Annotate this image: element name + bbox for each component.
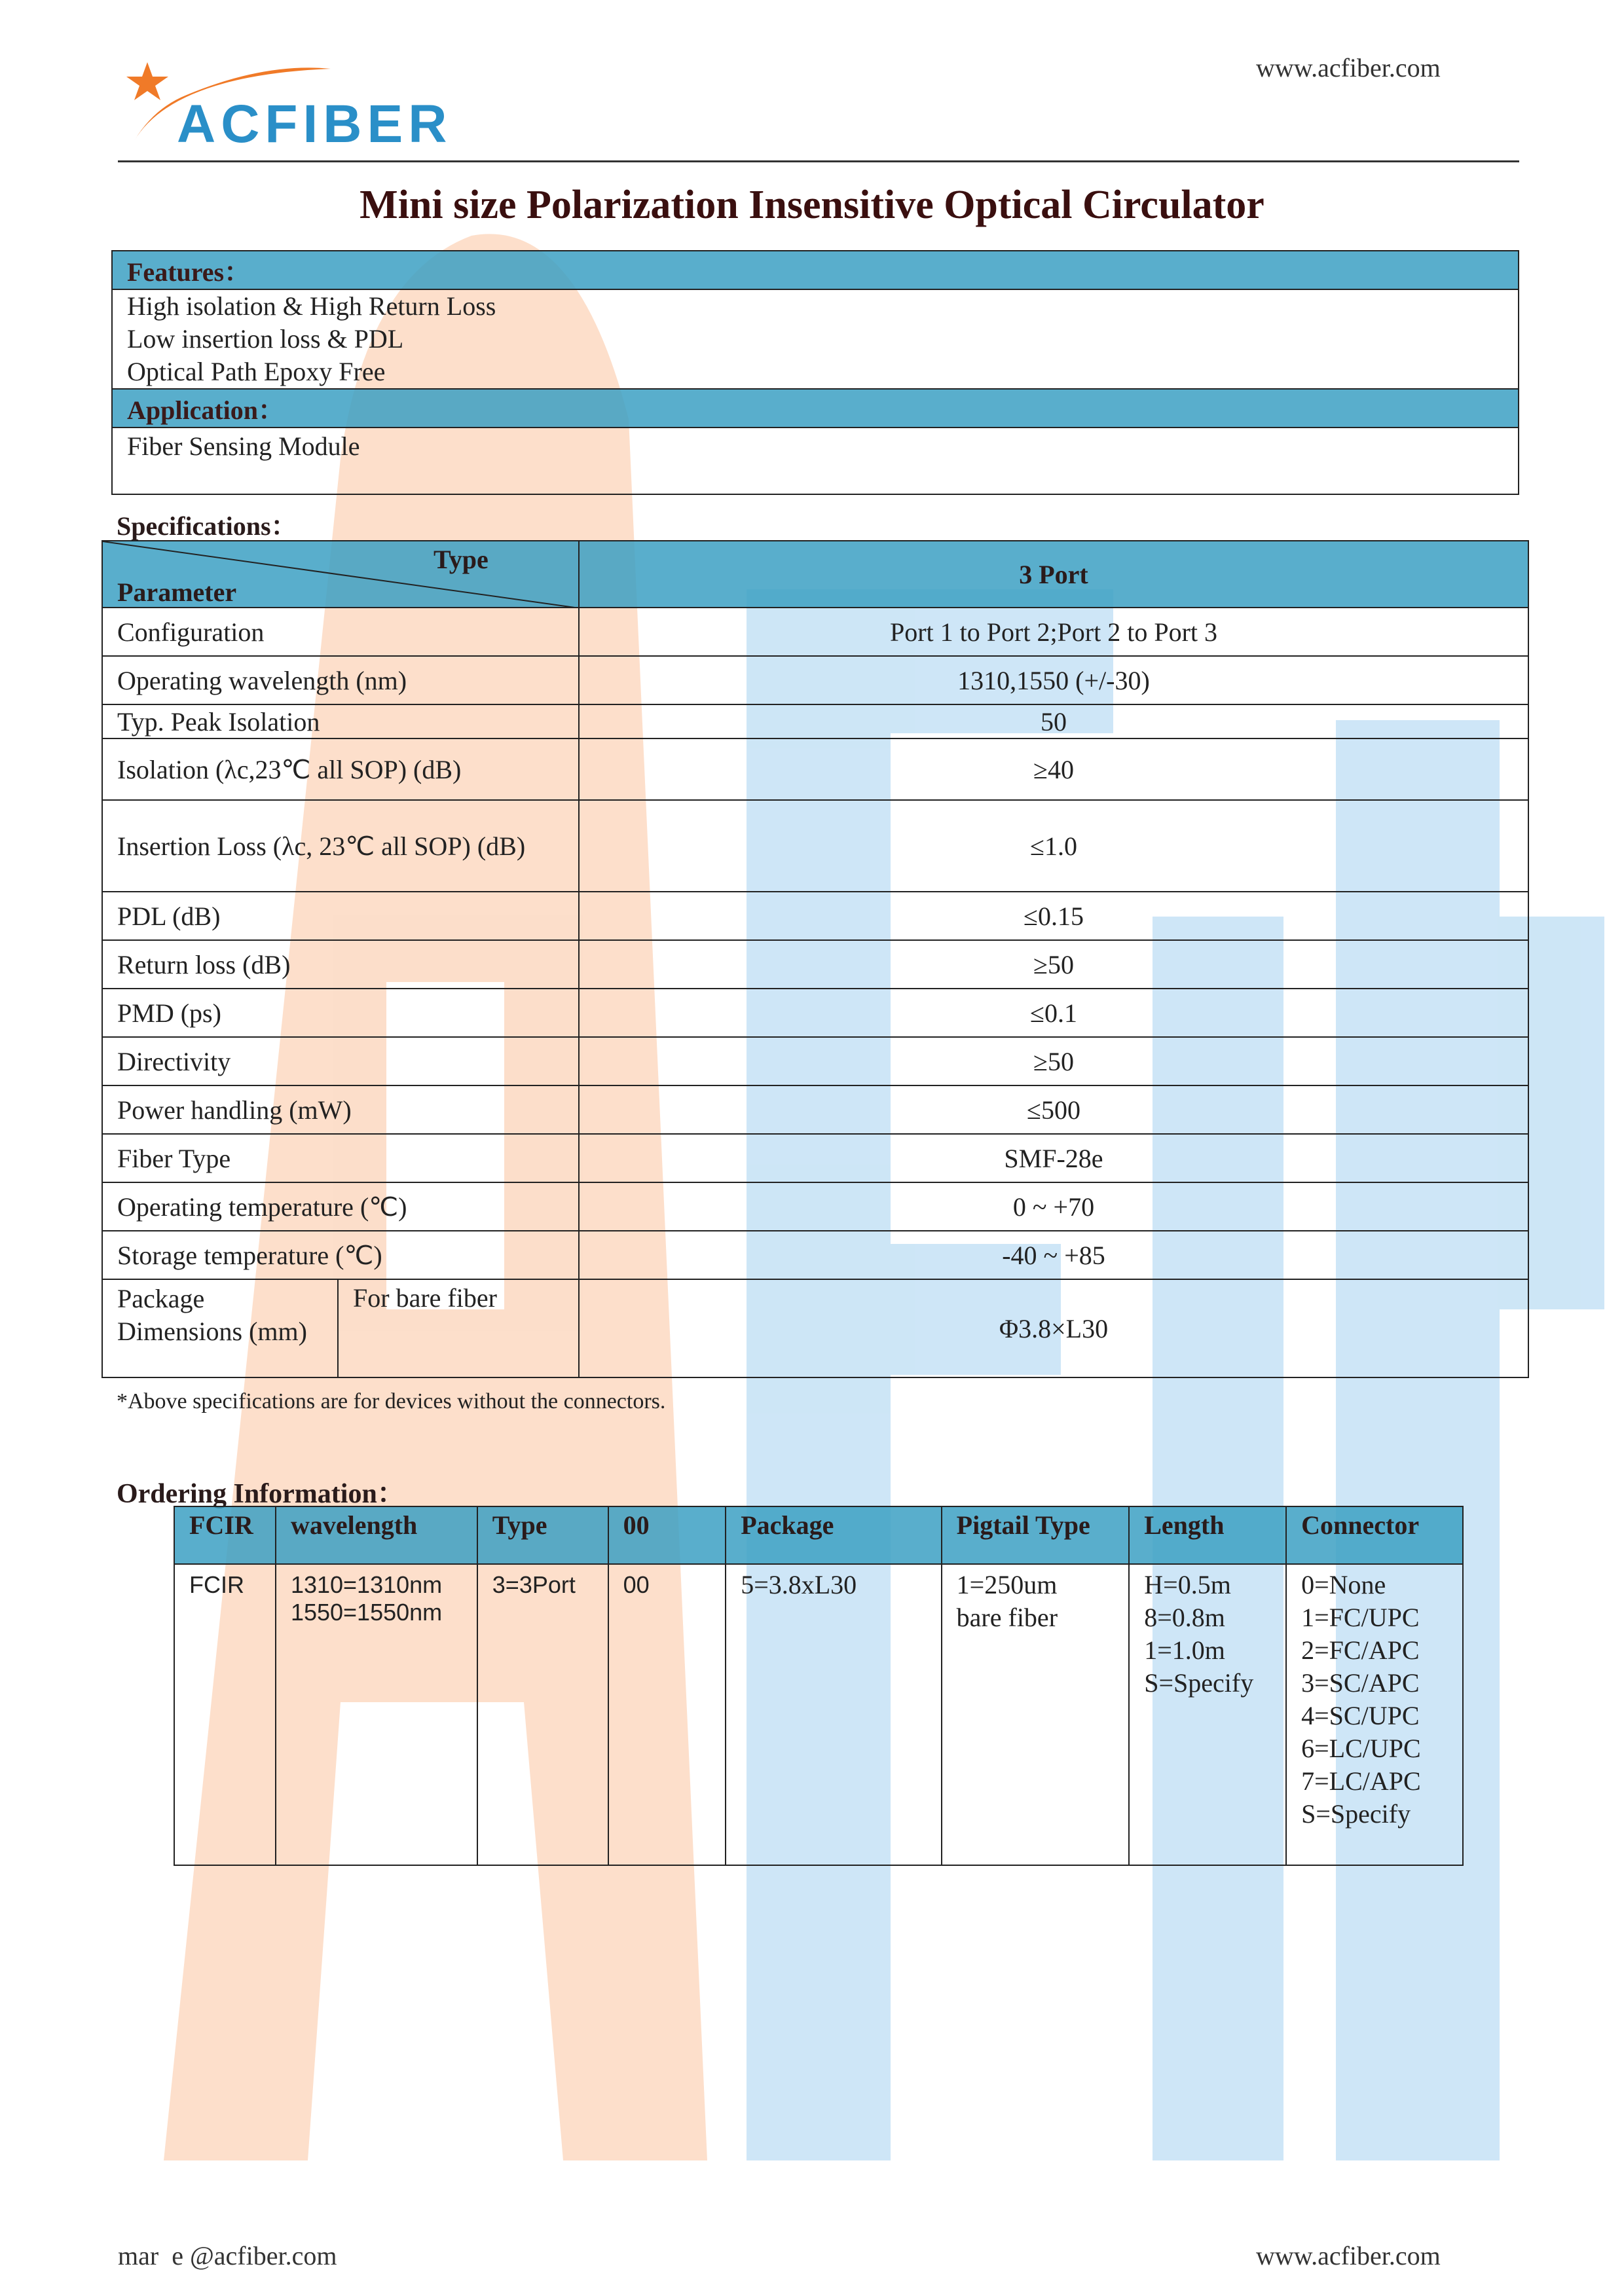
ordering-value: 3=3Port [492,1571,576,1598]
spec-value: ≤0.1 [579,989,1528,1037]
brand-name: ACFIBER [177,94,452,154]
ordering-cell-connector [1286,1564,1463,1865]
ordering-cell-package [726,1564,941,1865]
table-row [102,800,1528,892]
ordering-value: 1=FC/UPC [1301,1603,1420,1632]
ordering-value: bare fiber [956,1603,1058,1632]
ordering-header-type: Type [477,1506,608,1564]
ordering-value: S=Specify [1144,1668,1254,1698]
ordering-cell-wavelength [276,1564,477,1865]
spec-param: Configuration [102,608,579,656]
ordering-value: FCIR [189,1571,244,1598]
spec-note: *Above specifications are for devices without the connectors. [117,1389,666,1413]
table-row [102,1182,1528,1231]
ordering-value: 1=1.0m [1144,1635,1225,1665]
specifications-label: Specifications： [117,511,297,541]
table-row [102,1231,1528,1279]
ordering-value: 3=SC/APC [1301,1668,1420,1698]
specifications-table [101,540,1529,1378]
table-row [102,656,1528,704]
feature-item: Low insertion loss & PDL [127,324,404,354]
footer-website[interactable]: www.acfiber.com [1256,2241,1441,2270]
spec-param: Insertion Loss (λc, 23℃ all SOP) (dB) [102,800,579,892]
table-row [102,1134,1528,1182]
features-list [112,289,1519,389]
table-row [102,940,1528,989]
ordering-value: 6=LC/UPC [1301,1734,1421,1763]
spec-value: Port 1 to Port 2;Port 2 to Port 3 [579,608,1528,656]
spec-param: Storage temperature (℃) [102,1231,579,1279]
ordering-header-wavelength: wavelength [276,1506,477,1564]
spec-header-diagonal-cell [102,541,579,608]
ordering-value: 1310=1310nm [290,1571,443,1598]
table-row [102,608,1528,656]
features-table [111,250,1519,495]
ordering-header-fcir: FCIR [174,1506,276,1564]
spec-header-type: Type [434,545,489,574]
spec-package-value: Φ3.8×L30 [579,1279,1528,1377]
table-row [102,989,1528,1037]
ordering-cell-type [477,1564,608,1865]
application-label: Application： [112,389,1519,428]
spec-param: Operating wavelength (nm) [102,656,579,704]
package-dimensions-label: Dimensions (mm) [117,1317,307,1346]
spec-value: SMF-28e [579,1134,1528,1182]
table-row [102,1037,1528,1085]
ordering-value: 7=LC/APC [1301,1766,1421,1796]
ordering-header-length: Length [1129,1506,1286,1564]
ordering-value: 1=250um [956,1570,1058,1599]
feature-item: High isolation & High Return Loss [127,291,496,321]
ordering-value: 00 [623,1571,650,1598]
spec-value: 1310,1550 (+/-30) [579,656,1528,704]
ordering-label: Ordering Information： [117,1479,405,1509]
table-row [102,892,1528,940]
spec-value: ≤0.15 [579,892,1528,940]
ordering-table [174,1506,1464,1866]
spec-param: Operating temperature (℃) [102,1182,579,1231]
ordering-header-pigtail-type: Pigtail Type [942,1506,1130,1564]
spec-param: Typ. Peak Isolation [102,704,579,738]
ordering-cell-length [1129,1564,1286,1865]
ordering-header-connector: Connector [1286,1506,1463,1564]
spec-package-param [102,1279,338,1377]
table-row [102,1085,1528,1134]
spec-header-value: 3 Port [579,541,1528,608]
spec-param: Fiber Type [102,1134,579,1182]
spec-value: -40 ~ +85 [579,1231,1528,1279]
header-divider [118,160,1519,162]
ordering-value: 4=SC/UPC [1301,1701,1420,1730]
application-list [112,428,1519,494]
ordering-cell-fcir [174,1564,276,1865]
table-row [174,1564,1463,1865]
ordering-value: 2=FC/APC [1301,1635,1420,1665]
spec-value: ≤500 [579,1085,1528,1134]
feature-item: Optical Path Epoxy Free [127,357,386,386]
ordering-value: 8=0.8m [1144,1603,1225,1632]
spec-value: ≤1.0 [579,800,1528,892]
ordering-value: 0=None [1301,1570,1386,1599]
spec-value: ≥40 [579,738,1528,800]
spec-param: PMD (ps) [102,989,579,1037]
spec-param: PDL (dB) [102,892,579,940]
application-item: Fiber Sensing Module [127,431,360,461]
features-label: Features： [112,251,1519,289]
ordering-cell-pigtail [942,1564,1130,1865]
ordering-value: S=Specify [1301,1799,1411,1829]
spec-header-parameter: Parameter [117,577,237,607]
table-row [102,738,1528,800]
table-row [102,704,1528,738]
ordering-header-00: 00 [608,1506,726,1564]
ordering-cell-00 [608,1564,726,1865]
footer-email[interactable]: mar e @acfiber.com [118,2241,337,2270]
ordering-value: H=0.5m [1144,1570,1231,1599]
spec-value: ≥50 [579,940,1528,989]
ordering-value: 5=3.8xL30 [741,1570,857,1599]
ordering-header-package: Package [726,1506,941,1564]
page-title: Mini size Polarization Insensitive Optical Circulator [360,183,1264,227]
spec-param: Power handling (mW) [102,1085,579,1134]
spec-param: Return loss (dB) [102,940,579,989]
company-logo [115,49,468,154]
table-row [102,1279,1528,1377]
spec-value: 0 ~ +70 [579,1182,1528,1231]
package-label: Package [117,1284,205,1313]
spec-value: ≥50 [579,1037,1528,1085]
header-website[interactable]: www.acfiber.com [1256,53,1441,82]
ordering-value: 1550=1550nm [290,1599,443,1626]
spec-value: 50 [579,704,1528,738]
spec-param: Directivity [102,1037,579,1085]
spec-param: Isolation (λc,23℃ all SOP) (dB) [102,738,579,800]
spec-package-sub: For bare fiber [338,1279,579,1377]
